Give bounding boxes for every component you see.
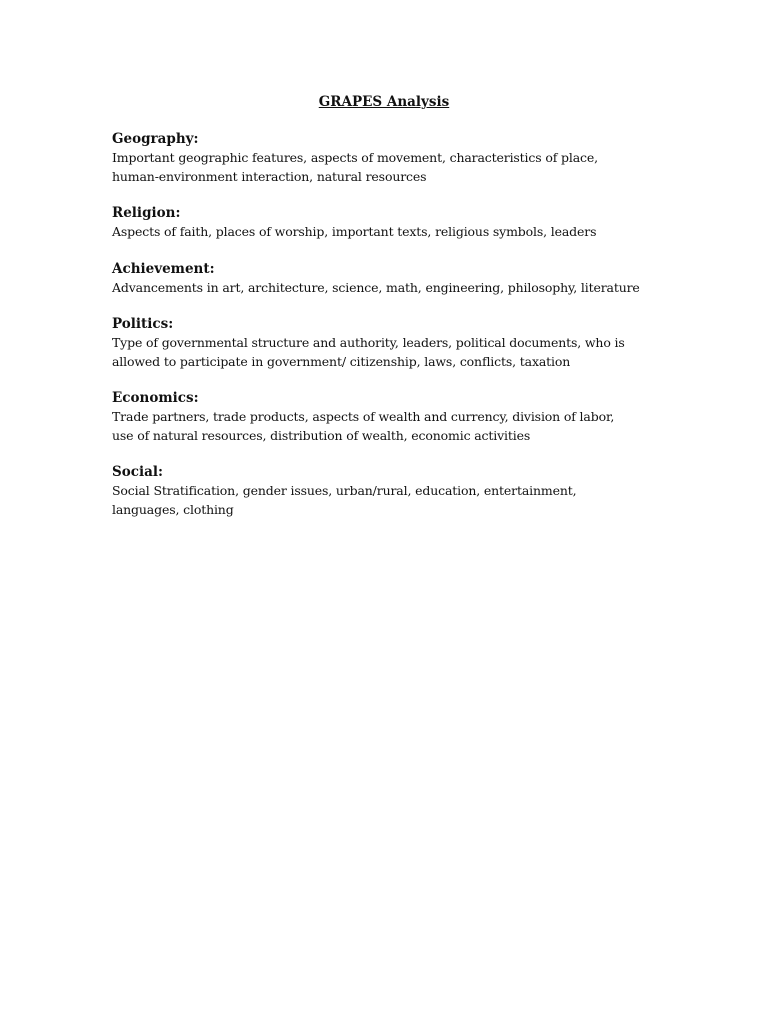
section-religion xyxy=(112,204,672,242)
section-body-line: Advancements in art, architecture, science, math, engineering, philosophy, literature xyxy=(112,279,640,295)
section-politics xyxy=(112,315,672,371)
section-economics xyxy=(112,389,672,445)
section-body-line: allowed to participate in government/ citizenship, laws, conflicts, taxation xyxy=(112,353,571,369)
section-heading: Economics: xyxy=(112,390,199,406)
section-body-line: human-environment interaction, natural resources xyxy=(112,168,427,184)
section-heading: Geography: xyxy=(112,131,199,147)
section-heading: Achievement: xyxy=(112,260,215,277)
section-social xyxy=(112,463,672,519)
section-body-line: Type of governmental structure and authority, leaders, political documents, who is xyxy=(112,335,625,350)
document-page xyxy=(112,92,672,537)
section-achievement xyxy=(112,260,672,298)
section-geography xyxy=(112,130,672,186)
section-body-line: Trade partners, trade products, aspects of wealth and currency, division of labor, xyxy=(112,409,615,424)
section-body-line: use of natural resources, distribution of wealth, economic activities xyxy=(112,427,531,443)
document-title: GRAPES Analysis xyxy=(318,94,450,110)
section-body-line: Social Stratification, gender issues, urban/rural, education, entertainment, xyxy=(112,483,577,498)
section-body-line: Important geographic features, aspects of movement, characteristics of place, xyxy=(112,150,598,165)
section-heading: Religion: xyxy=(112,205,181,221)
section-body-line: languages, clothing xyxy=(112,501,234,517)
section-heading: Politics: xyxy=(112,316,174,332)
section-body-line: Aspects of faith, places of worship, important texts, religious symbols, leaders xyxy=(112,224,597,239)
section-heading: Social: xyxy=(112,464,163,480)
